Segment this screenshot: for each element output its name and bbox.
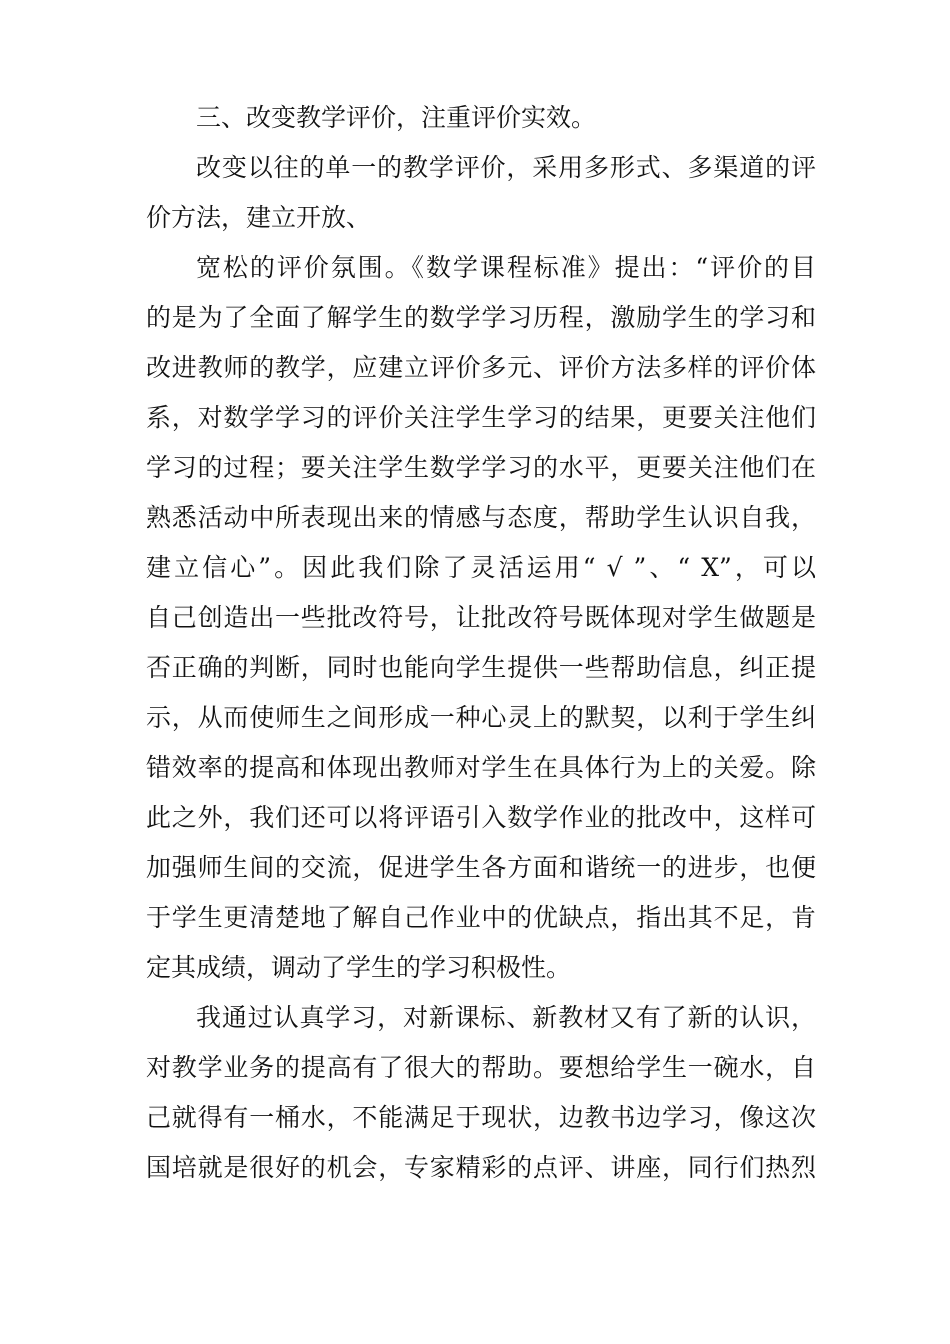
- paragraph-line: 对教学业务的提高有了很大的帮助。要想给学生一碗水，自: [146, 1053, 816, 1082]
- paragraph-line: 示，从而使师生之间形成一种心灵上的默契，以利于学生纠: [146, 703, 816, 732]
- paragraph-line: 定其成绩，调动了学生的学习积极性。: [146, 953, 572, 982]
- paragraph-line: 学习的过程；要关注学生数学学习的水平，更要关注他们在: [146, 453, 816, 482]
- paragraph-line: 改进教师的教学，应建立评价多元、评价方法多样的评价体: [146, 353, 816, 382]
- paragraph-line: 否正确的判断，同时也能向学生提供一些帮助信息，纠正提: [146, 653, 816, 682]
- paragraph-line: 建立信心”。因此我们除了灵活运用“ √ ”、“ X”，可以: [146, 553, 816, 582]
- paragraph-line: 熟悉活动中所表现出来的情感与态度，帮助学生认识自我，: [146, 503, 816, 532]
- paragraph-line: 加强师生间的交流，促进学生各方面和谐统一的进步，也便: [146, 853, 816, 882]
- paragraph-line: 系，对数学学习的评价关注学生学习的结果，更要关注他们: [146, 403, 816, 432]
- paragraph-line: 宽松的评价氛围。《数学课程标准》提出：“评价的目: [196, 253, 816, 282]
- paragraph-line: 己就得有一桶水，不能满足于现状，边教书边学习，像这次: [146, 1103, 816, 1132]
- paragraph-line: 改变以往的单一的教学评价，采用多形式、多渠道的评: [196, 153, 816, 182]
- paragraph-line: 的是为了全面了解学生的数学学习历程，激励学生的学习和: [146, 303, 816, 332]
- paragraph-line: 错效率的提高和体现出教师对学生在具体行为上的关爱。除: [146, 753, 816, 782]
- paragraph-line: 我通过认真学习，对新课标、新教材又有了新的认识，: [196, 1003, 816, 1032]
- paragraph-line: 此之外，我们还可以将评语引入数学作业的批改中，这样可: [146, 803, 816, 832]
- paragraph-line: 自己创造出一些批改符号，让批改符号既体现对学生做题是: [146, 603, 816, 632]
- section-heading: 三、改变教学评价，注重评价实效。: [196, 103, 597, 132]
- paragraph-line: 于学生更清楚地了解自己作业中的优缺点，指出其不足，肯: [146, 903, 816, 932]
- paragraph-line: 价方法，建立开放、: [146, 203, 372, 232]
- paragraph-line: 国培就是很好的机会，专家精彩的点评、讲座，同行们热烈: [146, 1153, 816, 1182]
